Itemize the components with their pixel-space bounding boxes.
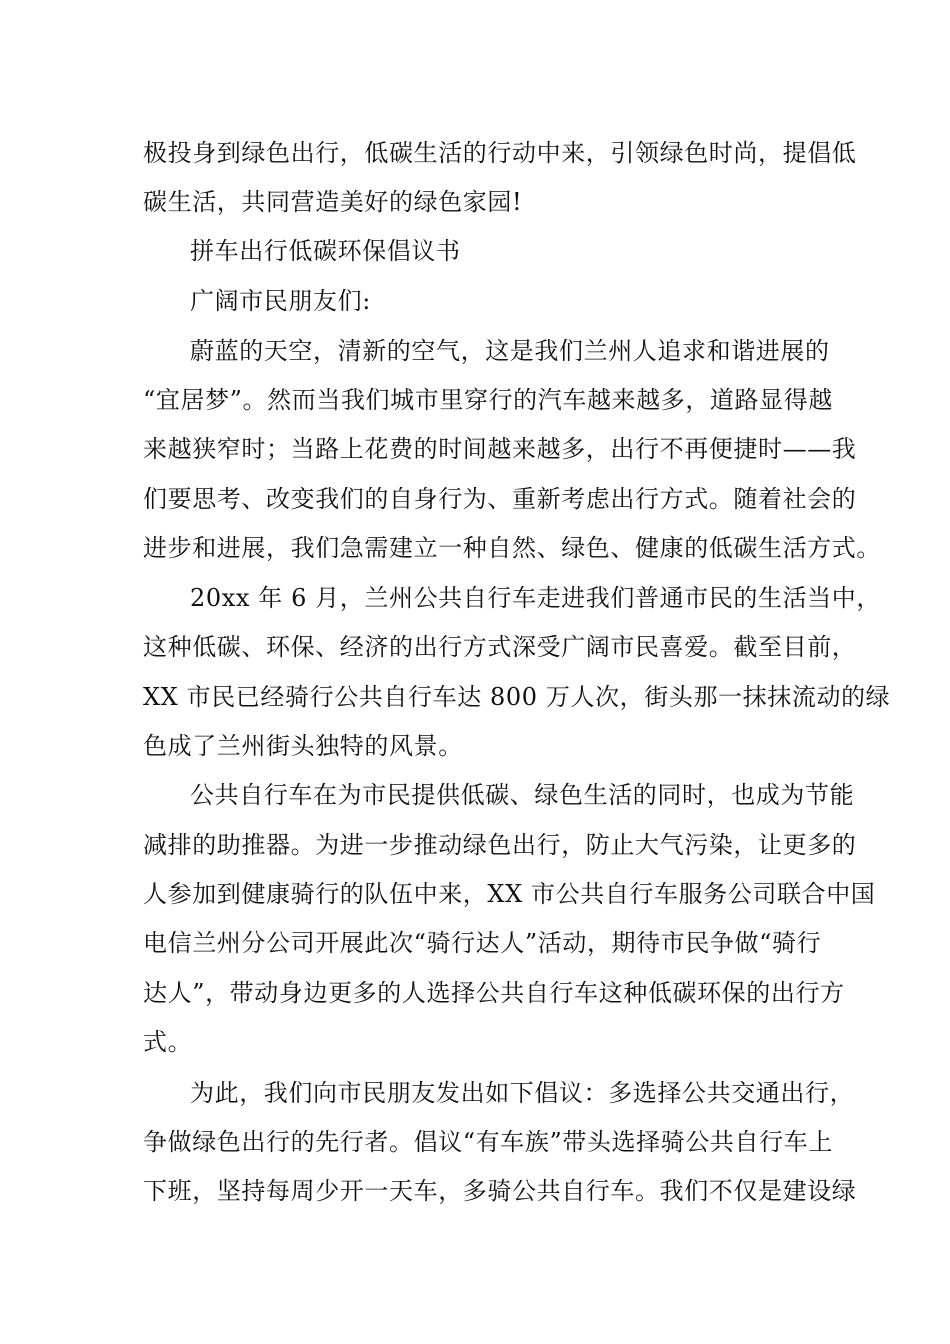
text-line: 20xx 年 6 月，兰州公共自行车走进我们普通市民的生活当中，: [190, 584, 881, 612]
text-line: 达人”，带动身边更多的人选择公共自行车这种低碳环保的出行方: [143, 979, 845, 1007]
text-line: 人参加到健康骑行的队伍中来，XX 市公共自行车服务公司联合中国: [143, 880, 876, 908]
salutation: 广阔市民朋友们:: [190, 287, 371, 315]
text-line: 极投身到绿色出行，低碳生活的行动中来，引领绿色时尚，提倡低: [143, 139, 857, 167]
text-line: 蔚蓝的天空，清新的空气，这是我们兰州人追求和谐进展的: [190, 337, 830, 365]
text-line: 电信兰州分公司开展此次“骑行达人”活动，期待市民争做“骑行: [143, 929, 822, 957]
text-line: 下班，坚持每周少开一天车，多骑公共自行车。我们不仅是建设绿: [143, 1177, 857, 1205]
text-line: 来越狭窄时；当路上花费的时间越来越多，出行不再便捷时——我: [143, 435, 857, 463]
text-line: 公共自行车在为市民提供低碳、绿色生活的同时，也成为节能: [190, 781, 855, 809]
text-line: 为此，我们向市民朋友发出如下倡议：多选择公共交通出行，: [190, 1079, 855, 1107]
text-line: “宜居梦”。然而当我们城市里穿行的汽车越来越多，道路显得越: [143, 386, 833, 414]
text-line: 们要思考、改变我们的自身行为、重新考虑出行方式。随着社会的: [143, 485, 857, 513]
text-line: 争做绿色出行的先行者。倡议“有车族”带头选择骑公共自行车上: [143, 1128, 833, 1156]
text-line: 减排的助推器。为进一步推动绿色出行，防止大气污染，让更多的: [143, 831, 857, 859]
text-line: 式。: [143, 1028, 193, 1056]
text-line: XX 市民已经骑行公共自行车达 800 万人次，街头那一抹抹流动的绿: [143, 683, 891, 711]
text-line: 碳生活，共同营造美好的绿色家园!: [143, 188, 523, 216]
text-line: 进步和进展，我们急需建立一种自然、绿色、健康的低碳生活方式。: [143, 534, 881, 562]
text-line: 这种低碳、环保、经济的出行方式深受广阔市民喜爱。截至目前，: [143, 633, 857, 661]
section-title: 拼车出行低碳环保倡议书: [190, 237, 461, 265]
text-line: 色成了兰州街头独特的风景。: [143, 732, 463, 760]
